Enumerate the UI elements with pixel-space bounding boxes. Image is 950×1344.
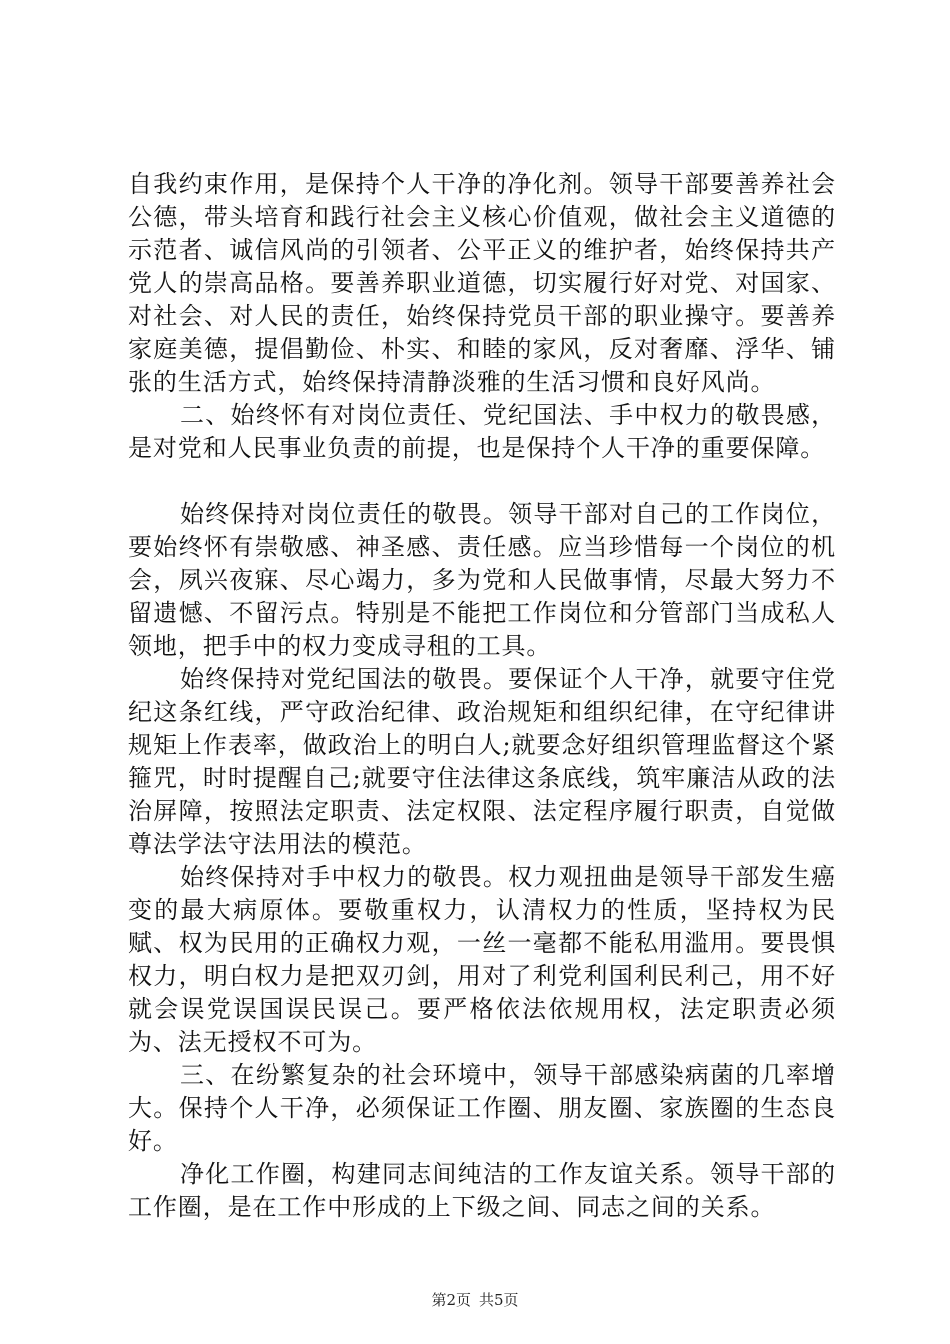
paragraph: 自我约束作用，是保持个人干净的净化剂。领导干部要善养社会公德，带头培育和践行社会主义核心价值观，做社会主义道德的示范者、诚信风尚的引领者、公平正义的维护者，始终保持共产党人的崇高品格。要善养职业道德，切实履行好对党、对国家、对社会、对人民的责任，始终保持党员干部的职业操守。要善养家庭美德，提倡勤俭、朴实、和睦的家风，反对奢靡、浮华、铺张的生活方式，始终保持清静淡雅的生活习惯和良好风尚。: [128, 170, 836, 396]
section-heading-paragraph: 二、始终怀有对岗位责任、党纪国法、手中权力的敬畏感，是对党和人民事业负责的前提，也是保持个人干净的重要保障。: [128, 401, 836, 462]
document-body: [128, 168, 836, 1224]
paragraph: 始终保持对手中权力的敬畏。权力观扭曲是领导干部发生癌变的最大病原体。要敬重权力，认清权力的性质，坚持权为民赋、权为民用的正确权力观，一丝一毫都不能私用滥用。要畏惧权力，明白权力是把双刃剑，用对了利党利国利民利己，用不好就会误党误国误民误己。要严格依法依规用权，法定职责必须为、法无授权不可为。: [128, 863, 836, 1056]
section-heading-paragraph: 三、在纷繁复杂的社会环境中，领导干部感染病菌的几率增大。保持个人干净，必须保证工作圈、朋友圈、家族圈的生态良好。: [128, 1061, 836, 1155]
page-total: 共5页: [479, 1291, 519, 1309]
page-footer: [0, 1290, 950, 1310]
paragraph: 始终保持对党纪国法的敬畏。要保证个人干净，就要守住党纪这条红线，严守政治纪律、政治规矩和组织纪律，在守纪律讲规矩上作表率，做政治上的明白人;就要念好组织管理监督这个紧箍咒，时时提醒自己;就要守住法律这条底线，筑牢廉洁从政的法治屏障，按照法定职责、法定权限、法定程序履行职责，自觉做尊法学法守法用法的模范。: [128, 665, 836, 858]
paragraph: 始终保持对岗位责任的敬畏。领导干部对自己的工作岗位，要始终怀有崇敬感、神圣感、责任感。应当珍惜每一个岗位的机会，夙兴夜寐、尽心竭力，多为党和人民做事情，尽最大努力不留遗憾、不留污点。特别是不能把工作岗位和分管部门当成私人领地，把手中的权力变成寻租的工具。: [128, 500, 836, 660]
page-number: 第2页: [431, 1291, 471, 1309]
paragraph: 净化工作圈，构建同志间纯洁的工作友谊关系。领导干部的工作圈，是在工作中形成的上下级之间、同志之间的关系。: [128, 1160, 836, 1221]
